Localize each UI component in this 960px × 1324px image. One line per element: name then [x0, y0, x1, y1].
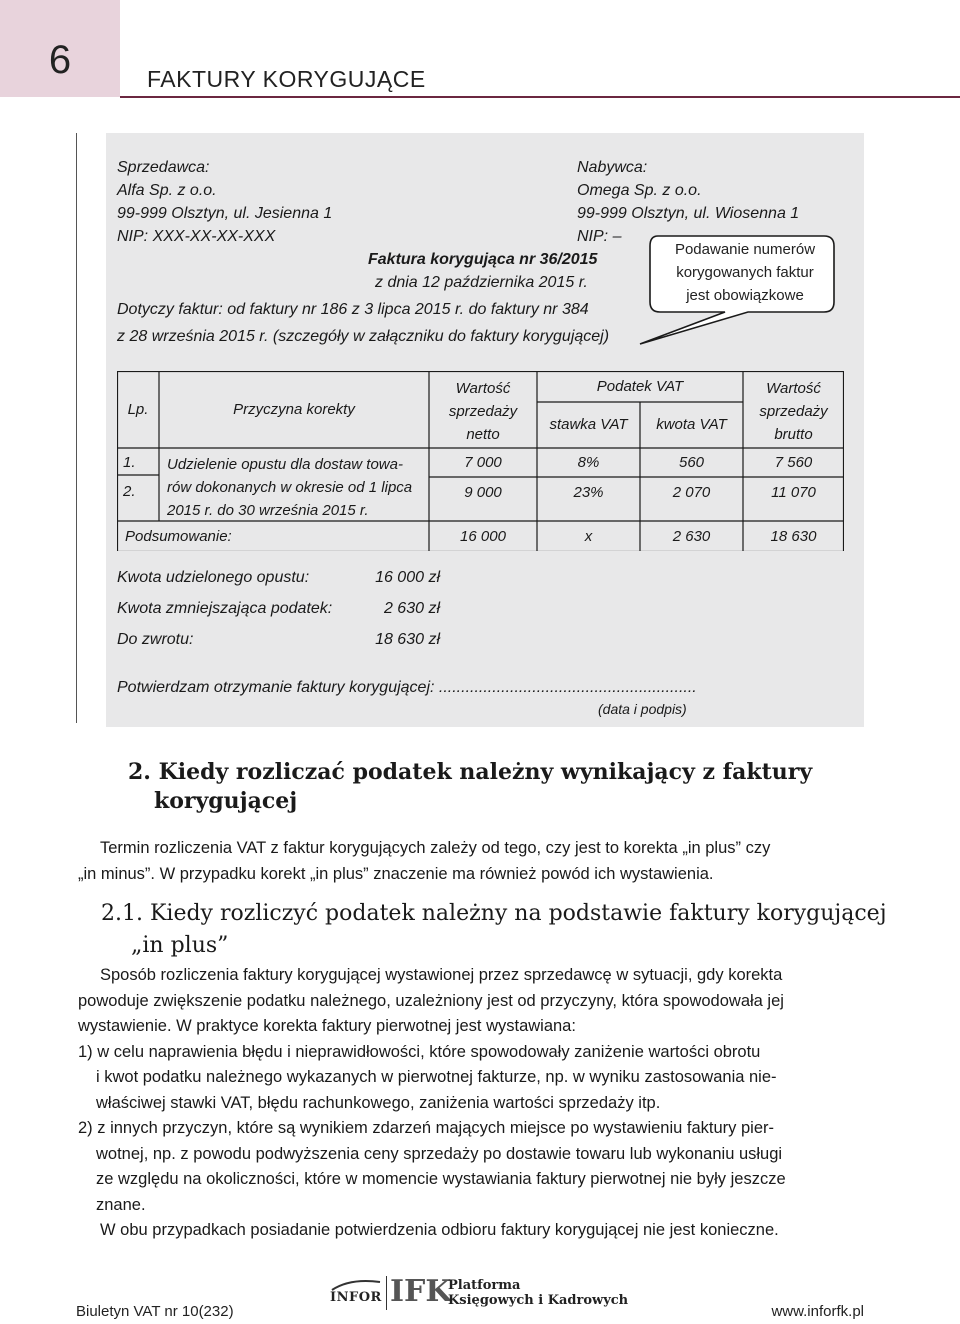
row1-gross: 7 560: [774, 454, 813, 471]
row1-lp: 1.: [123, 454, 136, 471]
row1-rate: 8%: [577, 454, 600, 471]
callout-line: korygowanych faktur: [676, 264, 814, 281]
callout-line: jest obowiązkowe: [686, 287, 804, 304]
buyer-name: Omega Sp. z o.o.: [577, 182, 702, 199]
seller-label: Sprzedawca:: [117, 159, 210, 176]
logo-line1: Platforma: [448, 1278, 521, 1293]
header-vat-rate: stawka VAT: [549, 416, 628, 433]
row1-vat: 560: [678, 454, 705, 471]
seller-address: 99-999 Olsztyn, ul. Jesienna 1: [117, 205, 333, 222]
row2-gross: 11 070: [771, 484, 816, 501]
header-rule: [120, 96, 960, 98]
margin-rule: [76, 133, 77, 723]
summary-gross: 18 630: [770, 528, 817, 545]
header-gross-value: [743, 377, 844, 446]
header-net-line: netto: [466, 426, 500, 443]
chapter-title: FAKTURY KORYGUJĄCE: [147, 66, 426, 92]
section2-heading-line: korygującej: [154, 788, 298, 814]
header-net-line: sprzedaży: [448, 403, 518, 420]
body-line: wystawienie. W praktyce korekta faktury pierwotnej jest wystawiana:: [78, 1017, 576, 1035]
invoice-title: Faktura korygująca nr 36/2015: [368, 251, 598, 268]
section21-heading-line: 2.1. Kiedy rozliczyć podatek należny na podstawie faktury korygującej: [101, 901, 887, 926]
amount-value-tax: 2 630 zł: [383, 600, 440, 617]
header-gross-line: Wartość: [766, 380, 821, 397]
reason-line: 2015 r. do 30 września 2015 r.: [167, 502, 369, 519]
callout-text: [660, 238, 830, 307]
infor-ifk-logo: [330, 1274, 629, 1312]
correction-table: [117, 371, 844, 551]
list-item-continuation: znane.: [96, 1195, 146, 1214]
row2-lp: 2.: [123, 483, 136, 500]
header-gross-line: brutto: [774, 426, 813, 443]
reason-line: rów dokonanych w okresie od 1 lipca: [167, 479, 413, 496]
row2-net: 9 000: [464, 484, 502, 501]
list-item-continuation: właściwej stawki VAT, błędu rachunkowego, zaniżenia wartości sprzedaży itp.: [96, 1093, 661, 1112]
reason-line: Udzielenie opustu dla dostaw towa-: [167, 456, 403, 473]
amount-label-refund: Do zwrotu:: [117, 631, 194, 648]
summary-label: Podsumowanie:: [125, 528, 232, 545]
section2-heading-line: 2. Kiedy rozliczać podatek należny wynikający z faktury: [128, 759, 813, 785]
amount-label-discount: Kwota udzielonego opustu:: [117, 569, 310, 586]
body-line: W obu przypadkach posiadanie potwierdzenia odbioru faktury korygującej nie jest konieczne.: [100, 1221, 779, 1239]
chapter-number: 6: [48, 38, 72, 82]
seller-name: Alfa Sp. z o.o.: [117, 182, 217, 199]
invoice-concerns-line1: Dotyczy faktur: od faktury nr 186 z 3 lipca 2015 r. do faktury nr 384: [117, 301, 589, 318]
invoice-date: z dnia 12 października 2015 r.: [375, 274, 588, 291]
list-item: 1) w celu naprawienia błędu i nieprawidłowości, które spowodowały zaniżenie wartości obrotu: [78, 1042, 761, 1061]
header-lp: Lp.: [127, 401, 149, 418]
callout-line: Podawanie numerów: [674, 241, 816, 258]
list-item-continuation: i kwot podatku należnego wykazanych w pierwotnej fakturze, np. w wyniku zastosowania nie-: [96, 1068, 777, 1086]
body-line: powoduje zwiększenie podatku należnego, uzależniony jest od przyczyny, która spowodowała jej: [78, 991, 784, 1010]
amount-value-refund: 18 630 zł: [375, 631, 440, 648]
row1-net: 7 000: [464, 454, 502, 471]
confirmation-line: Potwierdzam otrzymanie faktury korygującej: ..........................................................: [117, 679, 697, 696]
body-line: Sposób rozliczenia faktury korygującej wystawionej przez sprzedawcę w sytuacji, gdy korekta: [100, 966, 783, 984]
section21-heading: [101, 898, 887, 962]
header-net-line: Wartość: [455, 380, 511, 397]
invoice-concerns-line2: z 28 września 2015 r. (szczegóły w załączniku do faktury korygującej): [117, 328, 610, 345]
section21-body: [78, 963, 862, 1244]
logo-infor: INFOR: [330, 1290, 382, 1305]
header-reason: Przyczyna korekty: [233, 401, 355, 418]
footer-publication: Biuletyn VAT nr 10(232): [76, 1303, 234, 1320]
list-item: 2) z innych przyczyn, które są wynikiem zdarzeń mających miejsce po wystawieniu faktury pier-: [78, 1119, 774, 1137]
reason-cell: [167, 453, 427, 522]
logo-divider: [386, 1276, 387, 1310]
list-item-continuation: ze względu na okoliczności, które w momencie wystawiania faktury pierwotnej nie były jeszcze: [96, 1170, 786, 1188]
section21-heading-line: „in plus”: [131, 933, 229, 958]
header-net-value: [429, 377, 537, 446]
summary-net: 16 000: [460, 528, 506, 545]
buyer-label: Nabywca:: [577, 159, 648, 176]
section2-paragraph: [78, 836, 862, 887]
summary-vat: 2 630: [672, 528, 711, 545]
header-vat-group: Podatek VAT: [596, 378, 684, 395]
summary-rate: x: [584, 528, 593, 545]
buyer-nip: NIP: –: [577, 228, 622, 245]
amount-value-discount: 16 000 zł: [375, 569, 440, 586]
header-gross-line: sprzedaży: [759, 403, 828, 420]
paragraph-line: „in minus”. W przypadku korekt „in plus” znaczenie ma również powód ich wystawienia.: [78, 864, 714, 883]
logo-line2: Księgowych i Kadrowych: [448, 1293, 629, 1308]
row2-vat: 2 070: [672, 484, 711, 501]
list-item-continuation: wotnej, np. z powodu podwyższenia ceny sprzedaży po dostawie towaru lub wykonaniu usługi: [96, 1144, 783, 1163]
logo-ifk: IFK: [390, 1274, 452, 1309]
row2-rate: 23%: [573, 484, 604, 501]
signature-note: (data i podpis): [598, 701, 687, 717]
header-vat-amount: kwota VAT: [656, 416, 727, 433]
section2-heading: [128, 758, 812, 816]
footer-url[interactable]: www.inforfk.pl: [771, 1303, 864, 1320]
buyer-address: 99-999 Olsztyn, ul. Wiosenna 1: [577, 205, 800, 222]
seller-nip: NIP: XXX-XX-XX-XXX: [117, 228, 276, 245]
amount-label-tax: Kwota zmniejszająca podatek:: [117, 600, 333, 617]
paragraph-line: Termin rozliczenia VAT z faktur korygujących zależy od tego, czy jest to korekta „in plus” czy: [100, 839, 771, 857]
